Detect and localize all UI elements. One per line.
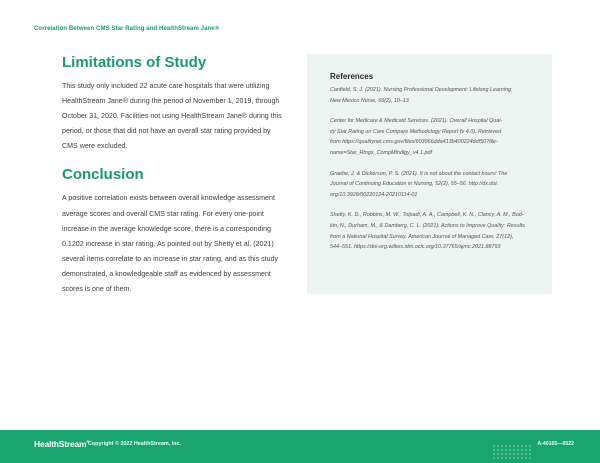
dot-pattern-decoration — [492, 444, 532, 459]
copyright-text: Copyright © 2022 HealthStream, Inc. — [88, 441, 181, 447]
reference-entry — [330, 169, 536, 201]
running-head: Correlation Between CMS Star Rating and HealthStream Jane® — [34, 26, 220, 32]
limitations-section — [62, 54, 294, 154]
conclusion-title: Conclusion — [62, 166, 144, 184]
reference-entry — [330, 116, 536, 158]
conclusion-body — [62, 191, 294, 297]
reference-line: org/10.3928/00220124-20210114-01 — [330, 191, 418, 198]
text-line: HealthStream Jane® during the period of November 1, 2019, through — [62, 97, 280, 106]
reference-line: 544–551. https://doi-org.wilkes.idm.oclc.org/10.37765/ajmc.2021.88793 — [330, 244, 501, 251]
text-line: October 31, 2020. Facilities not using HealthStream Jane® during this — [62, 112, 282, 121]
references-title: References — [330, 72, 374, 81]
healthstream-logo — [34, 439, 89, 449]
references-panel — [307, 54, 552, 294]
reference-line: Canfield, S. J. (2021). Nursing Professional Development: Lifelong Learning — [330, 87, 511, 93]
text-line: A positive correlation exists between overall knowledge assessment — [62, 194, 275, 203]
text-line: demonstrated, a knowledgeable staff as evidenced by assessment — [62, 269, 271, 278]
reference-line: Graebe, J. & Dickerson, P. S. (2021). It is not about the contact hours! The — [330, 170, 508, 177]
reference-line: New Mexico Nurse, 66(2), 10–13 — [330, 97, 409, 104]
reference-line: name=Star_Rtngs_CompMthdlgy_v4.1.pdf — [330, 149, 433, 156]
brand-mark: ® — [86, 439, 90, 445]
reference-line: Shetty, K. D., Robbins, M. W., Tolpadi, A. A., Campbell, K. N., Clancy, A. M., Bod- — [330, 212, 524, 219]
reference-line: Center for Medicare & Medicaid Services. (2021). Overall Hospital Qual- — [330, 118, 503, 125]
reference-line: from https://qualitynet.cms.gov/files/603966dda413b400224ddf50?file- — [330, 139, 498, 146]
limitations-title: Limitations of Study — [62, 54, 207, 71]
limitations-body — [62, 79, 294, 154]
text-line: This study only included 22 acute care hospitals that were utilizing — [62, 82, 270, 90]
reference-entry — [330, 85, 536, 106]
brand-name: HealthStream — [34, 439, 87, 449]
text-line: 0.1202 increase in star rating. As pointed out by Shetty et al. (2021) — [62, 239, 274, 248]
text-line: period, or those that did not have an overall star rating provided by — [62, 127, 271, 136]
conclusion-section — [62, 166, 294, 297]
reference-line: kin, N., Durham, M., & Damberg, C. L. (2021). Actions to Improve Quality: Results — [330, 222, 525, 229]
document-code: A-40165—0522 — [537, 441, 574, 447]
reference-line: ity Star Rating on Care Compare Methodology Report (v 4.0). Retrieved — [330, 128, 502, 135]
main-column — [62, 54, 294, 297]
reference-entry — [330, 210, 536, 252]
text-line: scores is one of them. — [62, 285, 132, 294]
text-line: increase in the average knowledge score, there is a corresponding — [62, 224, 271, 233]
text-line: CMS were excluded. — [62, 142, 128, 151]
reference-line: Journal of Continuing Education in Nursing, 52(2), 55–56. http://dx.doi. — [330, 181, 499, 188]
reference-line: from a National Hospital Survey. American Journal of Managed Care, 27(12), — [330, 233, 514, 240]
text-line: several items correlate to an increase in star rating, and as this study — [62, 254, 279, 263]
text-line: average scores and overall CMS star rating. For every one-point — [62, 209, 264, 218]
